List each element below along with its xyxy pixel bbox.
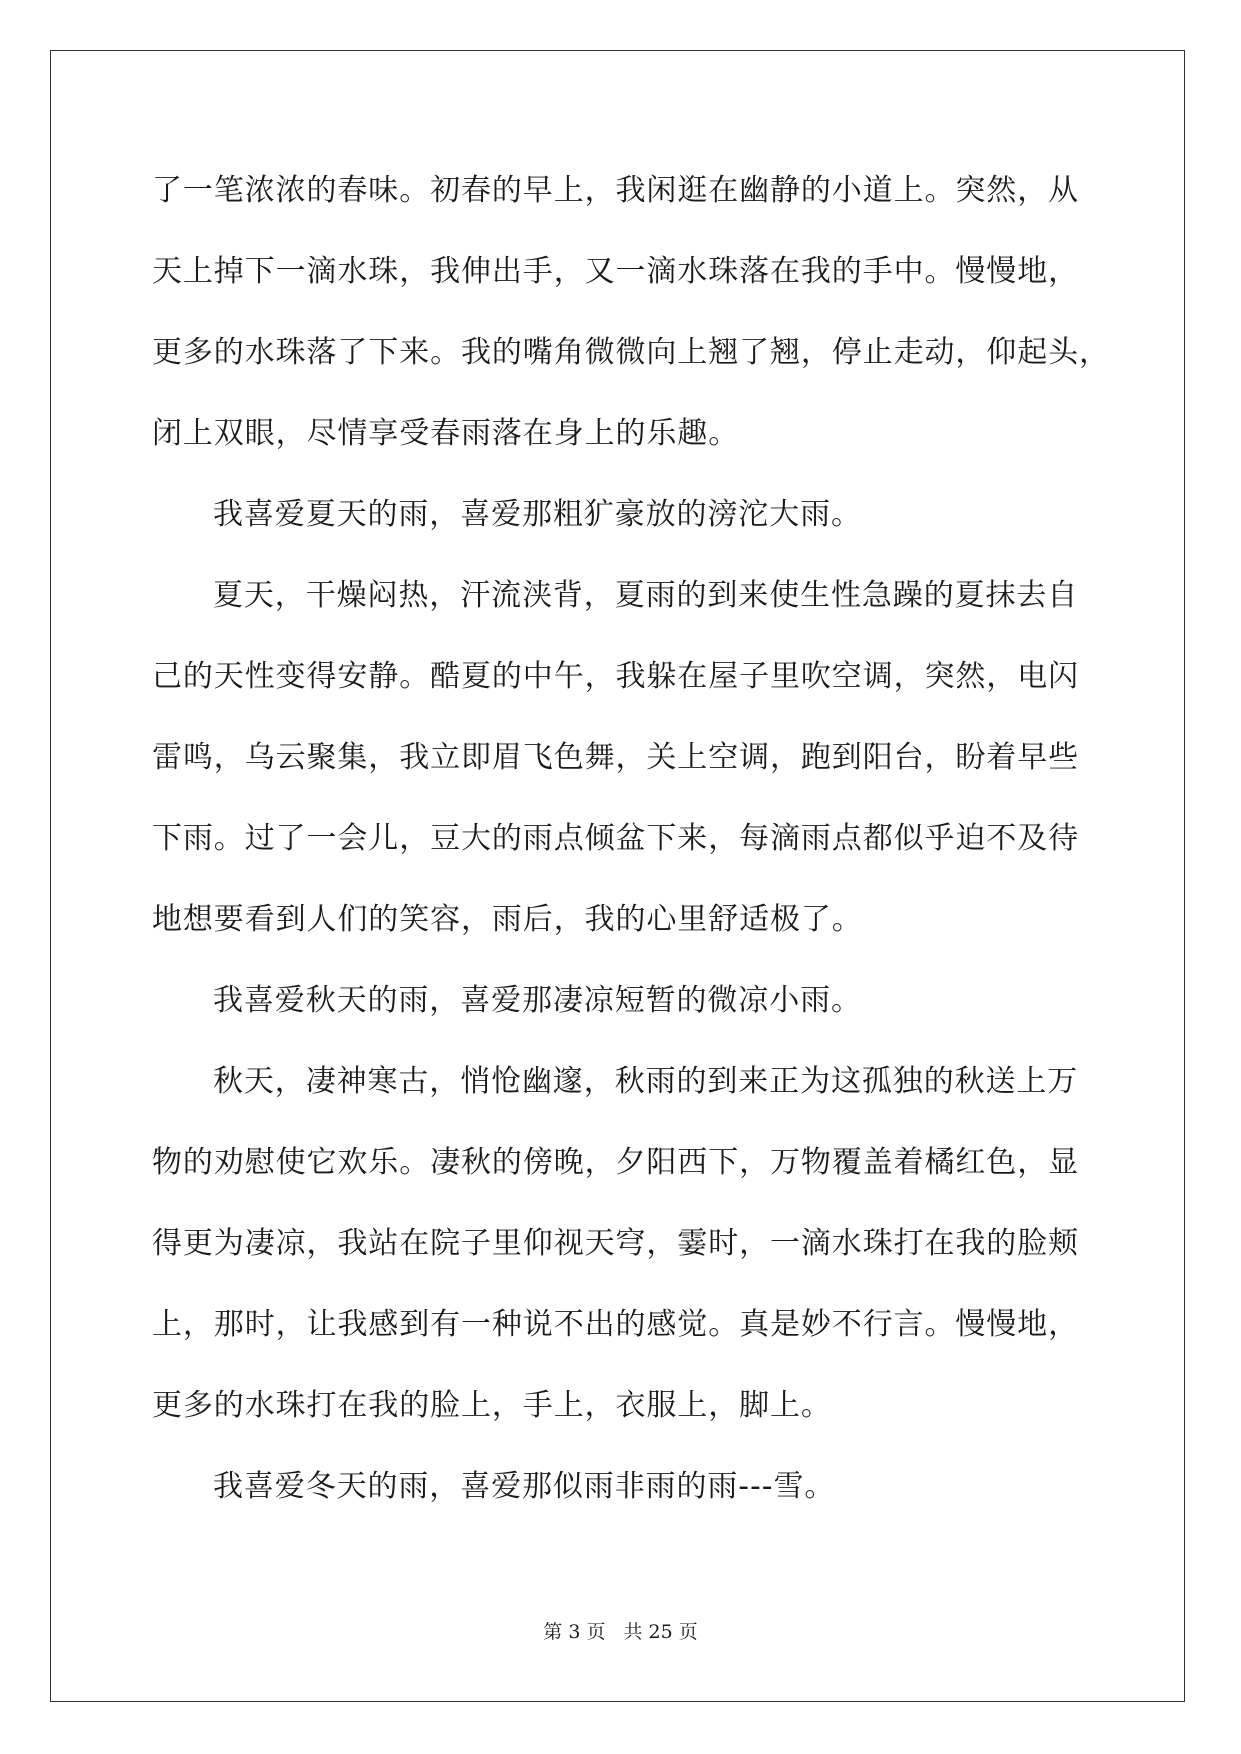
text-line: 更多的水珠打在我的脸上，手上，衣服上，脚上。	[152, 1388, 832, 1423]
text-line: 地想要看到人们的笑容，雨后，我的心里舒适极了。	[152, 902, 863, 937]
text-line: 下雨。过了一会儿，豆大的雨点倾盆下来，每滴雨点都似乎迫不及待	[152, 821, 1079, 856]
page-footer	[0, 1617, 1241, 1644]
text-line: 闭上双眼，尽情享受春雨落在身上的乐趣。	[152, 416, 740, 451]
text-line: 雷鸣，乌云聚集，我立即眉飞色舞，关上空调，跑到阳台，盼着早些	[152, 740, 1079, 775]
text-line: 天上掉下一滴水珠，我伸出手，又一滴水珠落在我的手中。慢慢地，	[152, 254, 1079, 289]
text-line: 更多的水珠落了下来。我的嘴角微微向上翘了翘，停止走动，仰起头，	[152, 335, 1110, 370]
text-line: 夏天，干燥闷热，汗流浃背，夏雨的到来使生性急躁的夏抹去自	[213, 578, 1079, 613]
page-number: 第 3 页	[543, 1621, 606, 1643]
text-line: 得更为凄凉，我站在院子里仰视天穹，霎时，一滴水珠打在我的脸颊	[152, 1226, 1079, 1261]
text-line: 我喜爱夏天的雨，喜爱那粗犷豪放的滂沱大雨。	[213, 497, 862, 532]
page-total: 共 25 页	[623, 1621, 698, 1643]
text-line: 了一笔浓浓的春味。初春的早上，我闲逛在幽静的小道上。突然，从	[152, 173, 1079, 208]
text-line: 物的劝慰使它欢乐。凄秋的傍晚，夕阳西下，万物覆盖着橘红色，显	[152, 1145, 1079, 1180]
text-line: 秋天，凄神寒古，悄怆幽邃，秋雨的到来正为这孤独的秋送上万	[213, 1064, 1079, 1099]
text-line: 我喜爱冬天的雨，喜爱那似雨非雨的雨---雪。	[213, 1469, 836, 1504]
text-line: 上，那时，让我感到有一种说不出的感觉。真是妙不行言。慢慢地，	[152, 1307, 1079, 1342]
text-line: 己的天性变得安静。酷夏的中午，我躲在屋子里吹空调，突然，电闪	[152, 659, 1079, 694]
page-border	[50, 50, 1185, 1702]
text-line: 我喜爱秋天的雨，喜爱那凄凉短暂的微凉小雨。	[213, 983, 862, 1018]
